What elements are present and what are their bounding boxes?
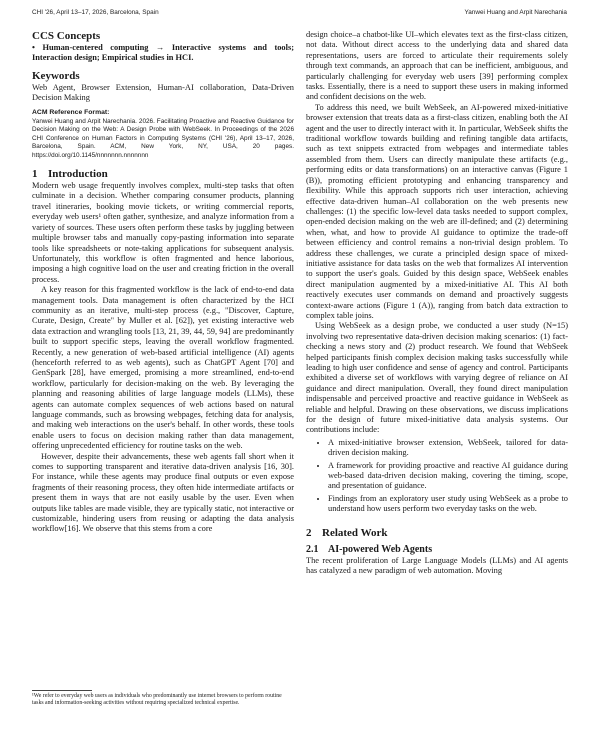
intro-paragraph-2: A key reason for this fragmented workflow is the lack of end-to-end data management tools. Data management is often characterized by the HCI community as an iterative, multi-step process (e.g., "Discover, Capture, Curate, Design, Create" by Muller et al. [62]), yet existing interactive web data extraction and wrangling tools [13, 21, 39, 44, 59, 94] are predominantly built to support specific steps, leaving the overall workflow fragmented. Recently, a new generation of web-based artificial intelligence (AI) agents (henceforth referred to as web agents), such as ChatGPT Agent [70] and GenSpark [28], have emerged, promising a more streamlined, end-to-end workflow, particularly for decision-making on the web. By leveraging the planning and reasoning abilities of large language models (LLMs), these agents can automate complex sequences of web actions based on natural language commands, such as browsing webpages, fetching data for analysis, and making web interactions on the user's behalf. In other words, these tools enable users to focus on decision making rather than data management, offering unprecedented efficiency for routine tasks on the web. xyxy=(32,285,294,451)
keywords-text: Web Agent, Browser Extension, Human-AI collaboration, Data-Driven Decision Making xyxy=(32,82,294,103)
acm-reference-heading: ACM Reference Format: xyxy=(32,108,110,116)
running-header-authors: Yanwei Huang and Arpit Narechania xyxy=(464,9,567,16)
section-title: Introduction xyxy=(48,168,108,181)
footnote-rule xyxy=(32,690,92,691)
right-paragraph-3: Using WebSeek as a design probe, we conducted a user study (N=15) involving two representative data-driven decision making scenarios: (1) fact-checking a news story and (2) product research. We found that WebSeek helped participants finish complex decision making tasks successfully while leading to high user confidence and sense of agency and control. Participants exhibited a diverse set of workflows with varying degree of reliance on AI guidance and direct manipulation. Overall, they found direct manipulation indispensable and perceived proactive and reactive guidance in WebSeek as reliable and helpful. Drawing on these observations, we discuss implications for the design of future mixed-initiative data analysis systems. Our contributions include: xyxy=(306,321,568,435)
subsection-title: AI-powered Web Agents xyxy=(328,543,433,555)
running-header-venue: CHI '26, April 13–17, 2026, Barcelona, Spain xyxy=(32,9,159,16)
contribution-item: • A mixed-initiative browser extension, WebSeek, tailored for data-driven decision making. xyxy=(328,438,568,459)
right-column xyxy=(306,30,568,577)
contribution-item: • A framework for providing proactive and reactive AI guidance during web-based data-driven decision making, covering the timing, scope, and presentation of guidance. xyxy=(328,461,568,492)
contribution-item: • Findings from an exploratory user study using WebSeek as a probe to understand how users perform two everyday tasks on the web. xyxy=(328,494,568,515)
keywords-heading: Keywords xyxy=(32,69,80,82)
section-title: Related Work xyxy=(322,526,388,539)
contributions-list xyxy=(306,438,568,515)
subsection-heading xyxy=(306,544,568,556)
footnote-text: ¹We refer to everyday web users as individuals who predominantly use internet browsers to perform routine tasks and information-seeking activities without requiring specialized technical expertise. xyxy=(32,693,282,707)
related-paragraph-1: The recent proliferation of Large Language Models (LLMs) and AI agents has catalyzed a new paradigm of web automation. Moving xyxy=(306,555,568,576)
related-work-heading xyxy=(306,527,568,540)
section-number: 2 xyxy=(306,526,312,539)
section-number: 1 xyxy=(32,168,38,181)
intro-paragraph-1: Modern web usage frequently involves complex, multi-step tasks that often culminate in a decision. Whether comparing consumer products, planning travel itineraries, booking movie tickets, or writing commercial reports, everyday web users¹ often gather, synthesize, and analyze information from a variety of sources. These users often perform these tasks by juggling between multiple browser tabs and manually copy-pasting information into separate tools like spreadsheets or note-taking applications for subsequent analysis. Unfortunately, this workflow is often fragmented and hence laborious, imposing a high cognitive load on the user and creating friction in the overall process. xyxy=(32,181,294,284)
subsection-number: 2.1 xyxy=(306,543,319,555)
intro-paragraph-3: However, despite their advancements, these web agents fall short when it comes to supporting transparent and iterative data-driven analysis [16, 30]. For instance, while these agents may produce final outputs or even expose fragments of their reasoning process, they often hide intermediate artifacts or present them in ways that are not easily usable by the user. Even when outputs like tables are made visible, they are typically static, not interactive or customizable, hindering users from reusing or adapting the data analysis workflow[16]. We observe that this stems from a core xyxy=(32,451,294,534)
left-column xyxy=(32,30,294,535)
acm-reference-text: Yanwei Huang and Arpit Narechania. 2026. Facilitating Proactive and Reactive Guidance for Decision Making on the Web: A Design Probe with WebSeek. In Proceedings of the 2026 CHI Conference on Human Factors in Computing Systems (CHI '26), April 13–17, 2026, Barcelona, Spain. ACM, New York, NY, USA, 20 pages. https://doi.org/10.1145/nnnnnnn.nnnnnnn xyxy=(32,118,294,159)
right-paragraph-1: design choice–a chatbot-like UI–which elevates text as the first-class citizen, not data. Without direct access to the underlying data and shared data representations, users are forced to articulate their requirements solely through text commands, an approach that can be inefficient, ambiguous, and particularly challenging for everyday web users [39] performing complex tasks. Essentially, there is a need to support these users in making informed and confident decisions on the web. xyxy=(306,30,568,102)
footnote xyxy=(32,690,294,707)
introduction-heading xyxy=(32,168,294,181)
ccs-concepts: • Human-centered computing → Interactive systems and tools; Interaction design; Empirical studies in HCI. xyxy=(32,43,294,63)
right-paragraph-2: To address this need, we built WebSeek, an AI-powered mixed-initiative browser extension that treats data as a first-class citizen, enabling both the AI agent and the user to directly interact with it. In particular, WebSeek shifts the traditional workflow towards building and refining tangible data artifacts, such as text snippets extracted from webpages and intermediate tables assembled from them. Users can directly manipulate these artifacts (e.g., performing edits or data transformations) on an interactive canvas (Figure 1 (B)), promoting efficient prototyping and enhancing transparency and flexibility. While this approach supports rich user interaction, achieving effective data-driven human–AI collaboration on the web presents new challenges: (1) the specific low-level data tasks needed to support complex, open-ended decision making on the web are ill-defined; and (2) determining when, what, and how to provide AI guidance to optimize the trade-off between efficiency and control remains a non-trivial design problem. To address these challenges, we curate a principled design space of mixed-initiative assistance for data tasks on the web that formalizes AI intervention to support the user's goals. Guided by this design space, WebSeek enables direct manipulation augmented by a mixed-initiative AI. This AI both reactively executes user commands on demand and proactively suggests context-aware actions (Figure 1 (A)), ranging from batch data extraction to complex table joins. xyxy=(306,102,568,320)
ccs-heading: CCS Concepts xyxy=(32,30,101,42)
